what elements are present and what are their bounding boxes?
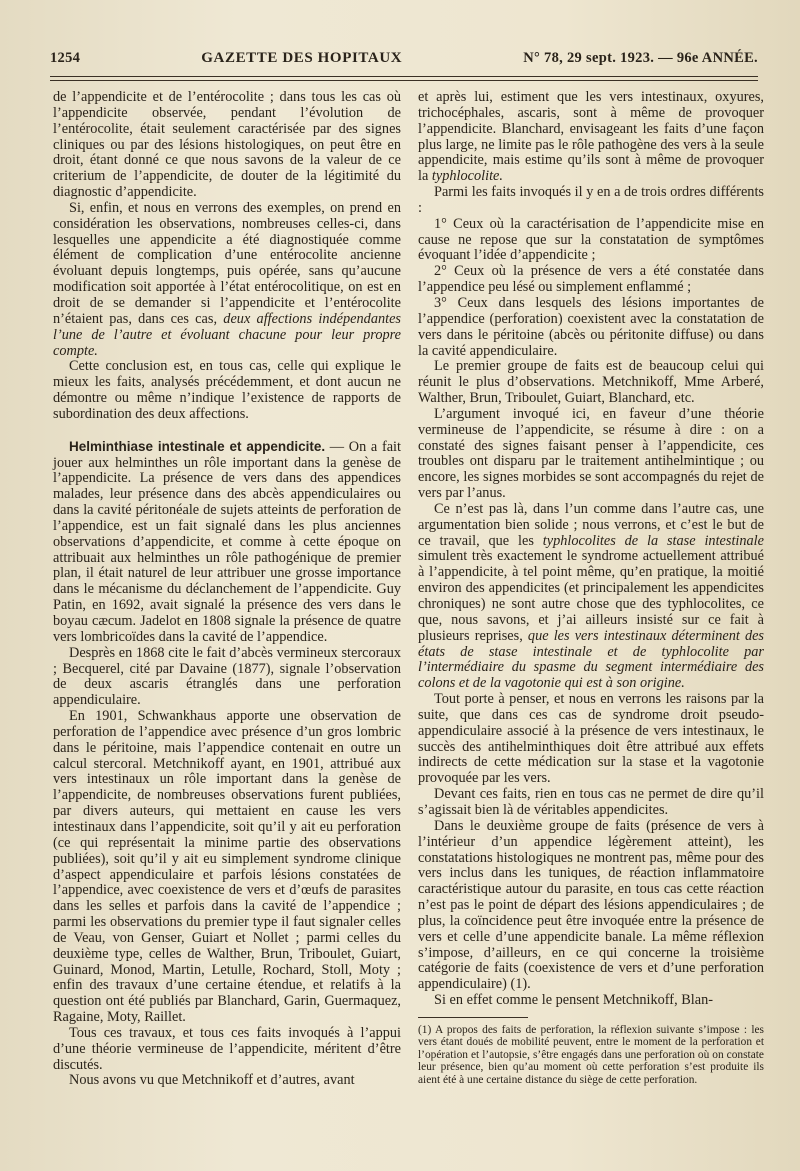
right-column <box>418 90 764 1086</box>
header-rule <box>50 76 758 77</box>
header-rule-thin <box>50 80 758 81</box>
page-number: 1254 <box>50 50 81 66</box>
paragraph: Le premier groupe de faits est de beaucoup celui qui réunit le plus d’observations. Metchnikoff, Mme Arberé, Walther, Brun, Triboulet, Guiart, Blanchard, etc. <box>418 358 764 407</box>
italic-text: que les vers intestinaux déterminent des états de stase intestinale et de typhlocolite par l’intermédiaire du spasme du segment intermédiaire des colons et de la vagotonie qui est à son origine. <box>418 627 764 692</box>
paragraph <box>53 201 401 359</box>
running-header <box>50 50 758 74</box>
footnote: (1) A propos des faits de perforation, la réflexion suivante s’impose : les vers étant doués de mobilité peuvent, entre le moment de la perforation et l’opération et l’autopsie, s’être engagés dans une perforation où on constate leur présence, bien qu’au moment où cette perforation s’est produite ils aient été à une certaine distance du siège de cette perforation. <box>418 1023 764 1086</box>
journal-title: GAZETTE DES HOPITAUX <box>201 50 403 66</box>
paragraph: Tous ces travaux, et tous ces faits invoqués à l’appui d’une théorie vermineuse de l’appendicite, méritent d’être discutés. <box>53 1024 401 1073</box>
issue-info: N° 78, 29 sept. 1923. — 96e ANNÉE. <box>523 50 758 66</box>
paragraph <box>418 502 764 692</box>
paragraph: Tout porte à penser, et nous en verrons les raisons par la suite, que dans ces cas de syndrome droit pseudo-appendiculaire associé à la présence de vers intestinaux, le succès des antihelminthiques doit être attribué aux effets indirects de cette médication sur la stase et la vagotonie provoquée par les vers. <box>418 691 764 787</box>
paragraph <box>418 90 764 185</box>
paragraph: Parmi les faits invoqués il y en a de trois ordres différents : <box>418 184 764 216</box>
paragraph-text: et après lui, estiment que les vers intestinaux, oxyures, trichocéphales, ascaris, sont à même de provoquer l’appendicite. Blanchard, envisageant les faits d’une façon plus large, ne limite pas le rôle pathogène des vers à la seule appendicite, mais estime qu’ils sont à même de provoquer la <box>418 89 764 185</box>
list-item: 1° Ceux où la caractérisation de l’appendicite mise en cause ne repose que sur la constatation de symptômes évoquant l’idée d’appendicite ; <box>418 215 764 264</box>
list-item: 2° Ceux où la présence de vers a été constatée dans l’appendice peu lésé ou simplement enflammé ; <box>418 263 764 296</box>
paragraph: En 1901, Schwankhaus apporte une observation de perforation de l’appendice avec présence d’un gros lombric dans le péritoine, mais l’appendice contenait en outre un calcul stercoral. Metchnikoff ayant, en 1901, attribué aux vers intestinaux un rôle important dans la genèse de l’appendicite, de nombreuses observations furent publiées, par divers auteurs, qui mettaient en cause les vers intestinaux dans l’appendicite, soit qu’il y ait eu perforation (ce qui représentait la minime partie des observations publiées), soit qu’il y ait eu simplement syndrome clinique d’aspect appendiculaire et parfois lésions constatées de l’appendice, avec coexistence de vers et d’œufs de parasites dans les selles et parfois dans la cavité de l’appendice ; parmi les observations du premier type il faut signaler celles de Veau, von Genser, Guiart et Nollet ; parmi celles du deuxième type, celles de Walther, Brun, Triboulet, Guiart, Guinard, Monod, Martin, Letulle, Rochard, Stoll, Moty ; enfin des travaux d’une certaine étendue, et relatifs à la question ont été publiés par Blanchard, Garin, Guermaquez, Ragaine, Moty, Raillet. <box>53 708 401 1026</box>
paragraph: de l’appendicite et de l’entérocolite ; dans tous les cas où l’appendicite observée, pendant l’évolution de l’entérocolite, était seulement caractérisée par des signes cliniques ou par des lésions histologiques, on peut être en droit, étant donné ce que nous savons de la valeur de ce criterium de l’appendicite, de douter de la légitimité du diagnostic d’appendicite. <box>53 89 401 201</box>
section-paragraph <box>53 439 401 646</box>
italic-text: typhlocolites de la stase intestinale <box>542 532 765 549</box>
paragraph: Dans le deuxième groupe de faits (présence de vers à l’intérieur d’un appendice légèrement atteint), les constatations histologiques ne montrent pas, même pour des vers inclus dans les tuniques, de réaction inflammatoire caractéristique autour du parasite, en tous cas cette réaction n’est pas le point de départ des lésions appendiculaires ; de plus, la coïncidence peut être invoquée entre la présence de vers et celle d’une appendicite banale. La même réflexion s’impose, d’ailleurs, en ce qui concerne la troisième catégorie de faits (coexistence de vers et d’une perforation appendiculaire) (1). <box>418 817 764 993</box>
paragraph-text: — On a fait jouer aux helminthes un rôle important dans la genèse de l’appendicite. La présence de vers dans des appendices malades, leur présence dans des abcès appendiculaires ou dans la cavité péritonéale de sujets atteints de perforation de l’appendice, est un fait signalé dans les plus anciennes observations d’appendicite, et comme à cette époque on attribuait aux helminthes un rôle pathogénique de premier plan, il était naturel de leur attribuer une grosse importance dans le mécanisme du déclanchement de l’appendicite. Guy Patin, en 1692, avait signalé la présence des vers dans le boyau cæcum. Jadelot en 1808 signale la présence de quatre vers lombricoïdes dans la cavité de l’appendice. <box>53 438 401 645</box>
list-item: 3° Ceux dans lesquels des lésions importantes de l’appendice (perforation) coexistent avec la constatation de vers dans le péritoine (abcès ou péritonite diffuse) ou dans la cavité appendiculaire. <box>418 294 764 359</box>
paragraph: Cette conclusion est, en tous cas, celle qui explique le mieux les faits, analysés précédemment, et dont aucun ne démontre ou même n’indique l’existence de rapports de subordination des deux affections. <box>53 358 401 422</box>
paragraph: Desprès en 1868 cite le fait d’abcès vermineux stercoraux ; Becquerel, cité par Davaine (1877), signale l’observation de deux ascaris étranglés dans une perforation appendiculaire. <box>53 644 401 709</box>
paragraph-text: Ce n’est pas là, dans l’un comme dans l’autre cas, une argumentation bien solide ; nous verrons, et c’est le but de ce travail, que les <box>418 500 764 549</box>
paragraph: Devant ces faits, rien en tous cas ne permet de dire qu’il s’agissait bien là de véritables appendicites. <box>418 786 764 818</box>
section-title: Helminthiase intestinale et appendicite. <box>69 438 326 454</box>
footnote-rule <box>418 1017 528 1018</box>
italic-text: deux affections indépendantes l’une de l’autre et évoluant chacune pour leur propre compte. <box>53 310 401 359</box>
paragraph: Si en effet comme le pensent Metchnikoff, Blan- <box>434 992 713 1009</box>
paragraph: L’argument invoqué ici, en faveur d’une théorie vermineuse de l’appendicite, se résume à dire : on a constaté des signes faisant penser à l’appendicite, ces troubles ont disparu par le traitement antihelmintique ; ou encore, les signes morbides se sont accompagnés du rejet de vers par l’anus. <box>418 405 764 502</box>
paragraph: Nous avons vu que Metchnikoff et d’autres, avant <box>69 1072 355 1089</box>
left-column <box>53 90 401 1089</box>
paragraph-text: simulent très exactement le syndrome actuellement attribué à l’appendicite, à tel point même, qu’en pratique, la moitié environ des appendicites (et principalement les appendicites chroniques) ne sont autre chose que des typhlocolites, ce que, nous savons, et j’ai ailleurs insisté sur ce fait à plusieurs reprises, <box>418 548 764 644</box>
paragraph-text: Si, enfin, et nous en verrons des exemples, on prend en considération les observations, nombreuses celles-ci, dans lesquelles une appendicite a été diagnostiquée comme élément de complication d’une entérocolite ancienne évoluant depuis longtemps, puis opérée, sans qu’aucune modification soit apportée à l’état entérocolitique, on est en droit de se demander si l’appendicite et l’entérocolite n’étaient pas, dans ces cas, <box>53 199 401 327</box>
italic-text: typhlocolite. <box>431 168 503 185</box>
